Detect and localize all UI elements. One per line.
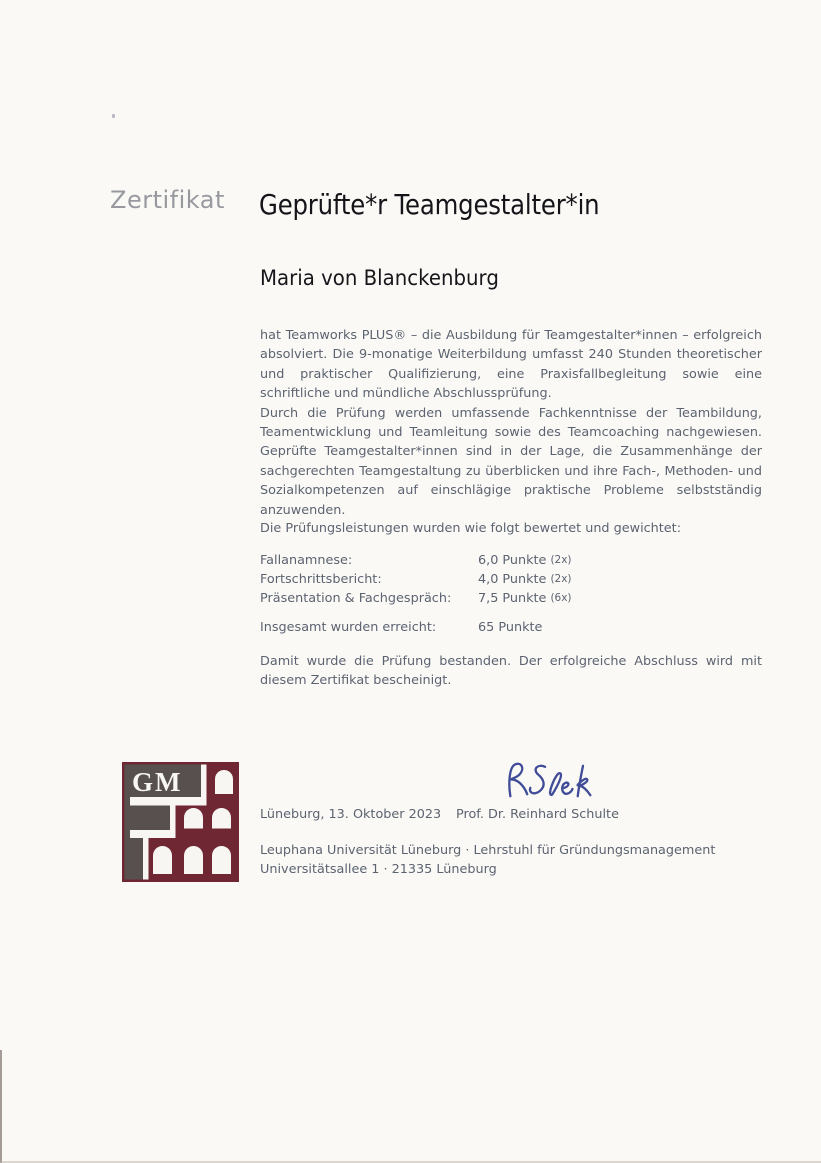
institution-line-2: Universitätsallee 1 · 21335 Lüneburg — [260, 862, 497, 877]
body-paragraph-1: hat Teamworks PLUS® – die Ausbildung für Teamgestalter*innen – erfolgreich absolviert. Die 9-monatige Weiterbildung umfasst 240 Stunden theoretischer und praktischer Qualifizierung, eine Praxisfallbegleitung sowie eine schriftliche und mündliche Abschlussprüfung. — [260, 328, 762, 402]
grade-weight: (2x) — [550, 573, 572, 585]
arch-icon — [184, 808, 203, 829]
arch-icon — [153, 846, 172, 874]
arch-icon — [215, 770, 233, 794]
recipient-name: Maria von Blanckenburg — [260, 266, 499, 290]
arch-icon — [184, 846, 203, 874]
total-label: Insgesamt wurden erreicht: — [260, 620, 437, 635]
table-row — [260, 570, 572, 589]
logo-letters: GM — [132, 767, 183, 797]
grade-label: Fallanamnese: — [260, 553, 353, 568]
grade-weight: (6x) — [550, 592, 572, 604]
total-row — [260, 620, 542, 635]
grade-label: Präsentation & Fachgespräch: — [260, 591, 452, 606]
total-value: 65 Punkte — [478, 620, 543, 635]
grade-weight: (2x) — [550, 554, 572, 566]
certificate-body — [260, 326, 762, 520]
scan-speck — [112, 114, 115, 118]
table-row — [260, 589, 572, 608]
institution-block — [260, 841, 715, 879]
signatory-name: Prof. Dr. Reinhard Schulte — [456, 807, 619, 822]
grade-points: 7,5 Punkte — [478, 591, 547, 606]
signature-handwriting-icon — [503, 757, 603, 805]
certificate-title: Geprüfte*r Teamgestalter*in — [259, 188, 600, 221]
table-row — [260, 551, 572, 570]
place-date: Lüneburg, 13. Oktober 2023 — [260, 807, 442, 822]
arch-icon — [212, 808, 231, 829]
grade-points: 4,0 Punkte — [478, 572, 547, 587]
arch-icon — [212, 846, 231, 874]
closing-statement: Damit wurde die Prüfung bestanden. Der erfolgreiche Abschluss wird mit diesem Zertifikat bescheinigt. — [260, 654, 762, 689]
scan-edge-left — [0, 1050, 2, 1163]
grade-points: 6,0 Punkte — [478, 553, 547, 568]
date-signatory-row — [260, 807, 762, 822]
institute-logo — [122, 762, 239, 882]
grading-intro: Die Prüfungsleistungen wurden wie folgt bewertet und gewichtet: — [260, 521, 682, 536]
grade-label: Fortschrittsbericht: — [260, 572, 382, 587]
document-type-label: Zertifikat — [110, 186, 225, 214]
institution-line-1: Leuphana Universität Lüneburg · Lehrstuhl für Gründungsmanagement — [260, 843, 716, 858]
body-paragraph-2: Durch die Prüfung werden umfassende Fachkenntnisse der Teambildung, Teamentwicklung und Teamleitung sowie des Teamcoaching nachgewiesen. Geprüfte Teamgestalter*innen sind in der Lage, die Zusammenhänge der sachgerechten Teamgestaltung zu überblicken und ihre Fach-, Methoden- und Sozialkompetenzen auf einschlägige praktische Probleme selbstständig anzuwenden. — [260, 405, 762, 518]
grade-table — [260, 551, 572, 608]
